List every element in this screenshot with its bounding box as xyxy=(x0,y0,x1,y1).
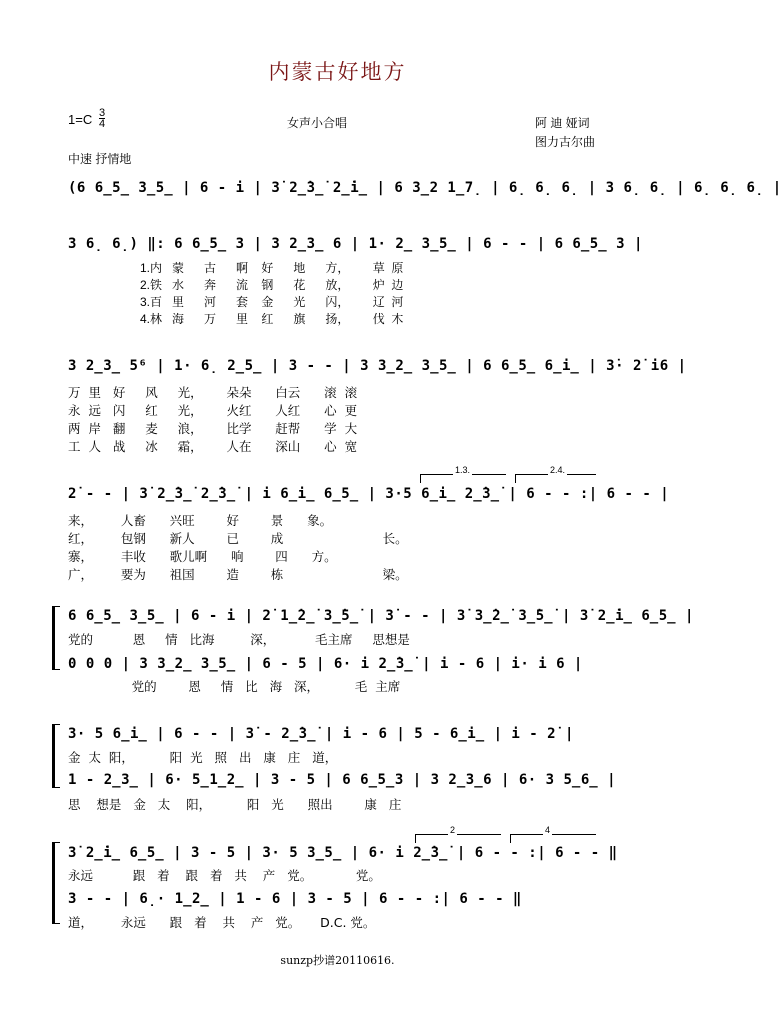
verse-4-line: 4.林 海 万 里 红 旗 扬， 伐 木 xyxy=(140,312,404,326)
verse-4-line: 广， 要为 祖国 造 栋 梁。 xyxy=(68,567,408,582)
lyricist-credit: 阿 迪 娅词 xyxy=(535,116,590,130)
time-signature-bottom: 4 xyxy=(99,118,106,130)
score-line-7-upper: 3̇ 2̲̇i̲ 6̲5̲ | 3 - 5 | 3· 5 3̲5̲ | 6· i 2̲̇3̲̇ | 6 - - :| 6 - - ‖ xyxy=(68,845,618,861)
composer-credit: 图力古尔曲 xyxy=(535,135,596,149)
volta-label: 1.3. xyxy=(455,465,471,475)
verse-3-line: 3.百 里 河 套 金 光 闪， 辽 河 xyxy=(140,295,404,309)
lyric-line-6-lower: 思 想是 金 太 阳， 阳 光 照出 康 庄 xyxy=(68,797,402,812)
score-line-6-lower: 1 - 2̲3̲ | 6· 5̲1̲2̲ | 3 - 5 | 6 6̲5̲3 | 3 2̲3̲6 | 6· 3 5̲6̲ | xyxy=(68,772,617,788)
verse-1-line: 万 里 好 风 光， 朵朵 白云 滚 滚 xyxy=(68,385,358,400)
verse-3-line: 两 岸 翻 麦 浪， 比学 赶帮 学 大 xyxy=(68,421,358,436)
score-line-3: 3 2̲3̲ 5⁶ | 1· 6̣ 2̲5̲ | 3 - - | 3 3̲2̲ 3̲5̲ | 6 6̲5̲ 6̲i̲ | 3̇· 2̇ i6 | xyxy=(68,358,687,374)
system-brace xyxy=(52,724,60,788)
volta-label: 2 xyxy=(450,825,456,835)
lyric-line-7-lower: 道， 永远 跟 着 共 产 党。 D.C. 党。 xyxy=(68,915,376,930)
verse-1-line: 1.内 蒙 古 啊 好 地 方， 草 原 xyxy=(140,261,404,275)
verse-3-line: 寨， 丰收 歌儿啊 响 四 方。 xyxy=(68,549,337,564)
volta-bracket-4 xyxy=(510,825,596,843)
lyric-line-7-upper: 永远 跟 着 跟 着 共 产 党。 党。 xyxy=(68,868,381,883)
verse-4-line: 工 人 战 冰 霜， 人在 深山 心 宽 xyxy=(68,439,358,454)
volta-bracket-1 xyxy=(420,465,506,483)
lyric-line-6-upper: 金 太 阳， 阳 光 照 出 康 庄 道， xyxy=(68,750,338,765)
volta-bracket-2 xyxy=(415,825,501,843)
score-line-2: 3 6̣ 6̣) ‖: 6 6̲5̲ 3 | 3 2̲3̲ 6 | 1· 2̲ 3̲5̲ | 6 - - | 6 6̲5̲ 3 | xyxy=(68,236,643,252)
transcriber-credit: sunzp抄谱20110616. xyxy=(280,954,395,967)
verse-2-line: 红， 包钢 新人 已 成 长。 xyxy=(68,531,408,546)
system-brace xyxy=(52,842,60,924)
score-line-5-lower: 0 0 0 | 3 3̲2̲ 3̲5̲ | 6 - 5 | 6· i 2̲̇3̲̇ | i - 6 | i· i 6 | xyxy=(68,656,583,672)
verse-1-line: 来， 人畜 兴旺 好 景 象。 xyxy=(68,513,333,528)
volta-label: 4 xyxy=(545,825,551,835)
lyric-line-5-upper: 党的 恩 情 比海 深， 毛主席 思想是 xyxy=(68,632,410,647)
score-line-6-upper: 3· 5 6̲i̲ | 6 - - | 3̇ - 2̲̇3̲̇ | i - 6 | 5 - 6̲i̲ | i - 2̇ | xyxy=(68,726,574,742)
score-line-intro: (6 6̲5̲ 3̲5̲ | 6 - i | 3̇ 2̲̇3̲̇ 2̲̇i̲ | 6 3̲2 1̲7̣ | 6̣ 6̣ 6̣ | 3 6̣ 6̣ | 6̣ 6̣ 6̣ | xyxy=(68,180,782,196)
score-line-4: 2̇ - - | 3̇ 2̲̇3̲̇ 2̲̇3̲̇ | i 6̲i̲ 6̲5̲ | 3·5 6̲i̲ 2̲̇3̲̇ | 6 - - :| 6 - - | xyxy=(68,486,670,502)
verse-2-line: 2.铁 水 奔 流 钢 花 放， 炉 边 xyxy=(140,278,404,292)
volta-label: 2.4. xyxy=(550,465,566,475)
song-title: 内蒙古好地方 xyxy=(268,60,407,84)
genre-label: 女声小合唱 xyxy=(287,116,348,130)
volta-bracket-2 xyxy=(515,465,596,483)
verse-2-line: 永 远 闪 红 光， 火红 人红 心 更 xyxy=(68,403,358,418)
system-brace xyxy=(52,606,60,670)
time-signature-top: 3 xyxy=(99,107,106,119)
tempo-marking: 中速 抒情地 xyxy=(68,152,132,166)
score-line-5-upper: 6 6̲5̲ 3̲5̲ | 6 - i | 2̇ 1̲̇2̲̇ 3̲̇5̲̇ | 3̇ - - | 3̇ 3̲̇2̲̇ 3̲̇5̲̇ | 3̇ 2̲̇i̲ 6̲5̲ | xyxy=(68,608,694,624)
score-line-7-lower: 3 - - | 6̣· 1̲2̲ | 1 - 6 | 3 - 5 | 6 - - :| 6 - - ‖ xyxy=(68,891,522,907)
key-signature: 1=C xyxy=(68,112,93,127)
lyric-line-5-lower: 党的 恩 情 比 海 深， 毛 主席 xyxy=(68,679,401,694)
time-signature xyxy=(99,108,105,129)
